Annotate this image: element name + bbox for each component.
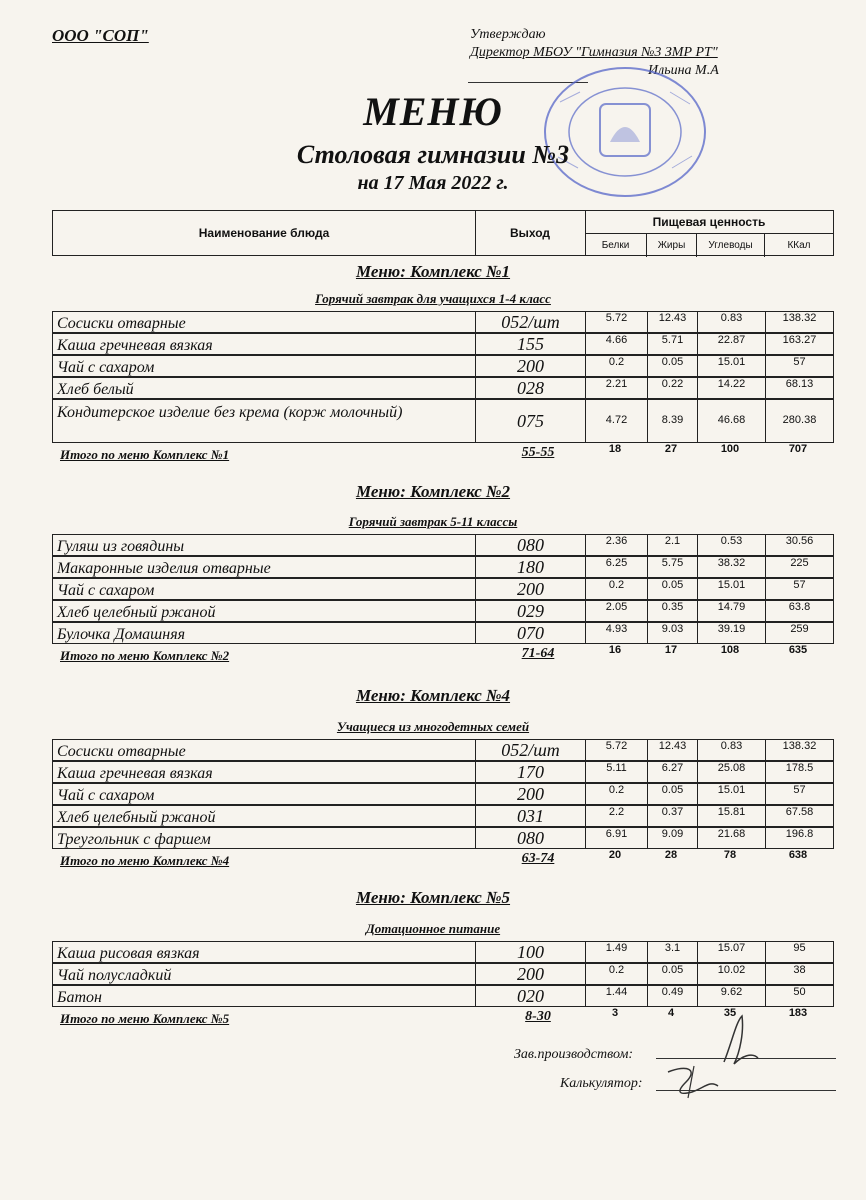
dish-name: Треугольник с фаршем: [57, 831, 211, 848]
total-label: Итого по меню Комплекс №2: [60, 648, 230, 663]
dish-name: Кондитерское изделие без крема (корж молочный): [57, 404, 403, 421]
dish-yield: 052/шт: [475, 312, 585, 332]
total-carbs: 35: [723, 1007, 737, 1019]
fat-value: 9.09: [647, 828, 697, 848]
total-protein: 16: [608, 644, 622, 656]
carbs-value: 0.53: [697, 535, 765, 555]
dish-yield: 155: [475, 334, 585, 354]
kcal-value: 95: [765, 942, 833, 962]
protein-value: 5.72: [585, 312, 647, 332]
carbs-value: 9.62: [697, 986, 765, 1006]
fat-value: 9.03: [647, 623, 697, 643]
kcal-value: 68.13: [765, 378, 833, 398]
carbs-value: 38.32: [697, 557, 765, 577]
total-kcal: 638: [788, 849, 808, 861]
dish-yield: 029: [475, 601, 585, 621]
fat-value: 0.05: [647, 579, 697, 599]
total-label: Итого по меню Комплекс №4: [60, 853, 230, 868]
table-row: [52, 556, 834, 578]
dish-name: Хлеб белый: [57, 381, 134, 398]
dish-yield: 070: [475, 623, 585, 643]
carbs-value: 46.68: [697, 400, 765, 442]
total-row: [52, 445, 834, 463]
carbs-value: 14.22: [697, 378, 765, 398]
carbs-value: 15.81: [697, 806, 765, 826]
section-title: Меню: Комплекс №4: [355, 686, 511, 705]
approval-line-3: Ильина М.А: [648, 63, 719, 78]
dish-name: Гуляш из говядины: [57, 538, 185, 555]
carbs-value: 10.02: [697, 964, 765, 984]
total-yield: 55-55: [521, 445, 555, 460]
kcal-value: 138.32: [765, 740, 833, 760]
header-carbs: Углеводы: [697, 233, 765, 257]
section-subtitle: Учащиеся из многодетных семей: [336, 719, 530, 734]
protein-value: 6.25: [585, 557, 647, 577]
protein-value: 0.2: [585, 356, 647, 376]
total-row: [52, 646, 834, 664]
header-nutrition: Пищевая ценность: [585, 211, 833, 234]
dish-name: Каша рисовая вязкая: [57, 945, 200, 962]
fat-value: 0.05: [647, 964, 697, 984]
page-title: МЕНЮ: [363, 89, 503, 134]
fat-value: 12.43: [647, 312, 697, 332]
protein-value: 2.36: [585, 535, 647, 555]
total-kcal: 635: [788, 644, 808, 656]
kcal-value: 196.8: [765, 828, 833, 848]
carbs-value: 39.19: [697, 623, 765, 643]
fat-value: 0.05: [647, 356, 697, 376]
dish-yield: 080: [475, 535, 585, 555]
protein-value: 2.2: [585, 806, 647, 826]
total-fat: 4: [667, 1007, 675, 1019]
kcal-value: 178.5: [765, 762, 833, 782]
header-fat: Жиры: [647, 233, 697, 257]
approval-line-1: Утверждаю: [470, 27, 546, 42]
protein-value: 4.72: [585, 400, 647, 442]
dish-name: Сосиски отварные: [57, 743, 186, 760]
kcal-value: 67.58: [765, 806, 833, 826]
dish-name: Чай с сахаром: [57, 582, 155, 599]
table-row: [52, 805, 834, 827]
kcal-value: 163.27: [765, 334, 833, 354]
total-carbs: 108: [720, 644, 740, 656]
header-protein: Белки: [585, 233, 647, 257]
fat-value: 0.35: [647, 601, 697, 621]
kcal-value: 57: [765, 356, 833, 376]
dish-yield: 031: [475, 806, 585, 826]
dish-yield: 020: [475, 986, 585, 1006]
calculator-label: Калькулятор:: [560, 1076, 643, 1091]
carbs-value: 15.01: [697, 579, 765, 599]
header-dish: Наименование блюда: [53, 211, 476, 255]
protein-value: 6.91: [585, 828, 647, 848]
fat-value: 2.1: [647, 535, 697, 555]
dish-name: Чай полусладкий: [57, 967, 172, 984]
fat-value: 5.75: [647, 557, 697, 577]
dish-yield: 100: [475, 942, 585, 962]
dish-yield: 200: [475, 356, 585, 376]
total-label: Итого по меню Комплекс №1: [60, 447, 230, 462]
dish-name: Хлеб целебный ржаной: [57, 604, 216, 621]
section-subtitle: Горячий завтрак для учащихся 1-4 класс: [315, 291, 551, 306]
total-yield: 8-30: [525, 1009, 551, 1024]
protein-value: 0.2: [585, 784, 647, 804]
table-row: [52, 739, 834, 761]
kcal-value: 225: [765, 557, 833, 577]
dish-name: Сосиски отварные: [57, 315, 186, 332]
table-row: [52, 600, 834, 622]
table-header: [52, 210, 834, 256]
production-manager-label: Зав.производством:: [514, 1047, 634, 1062]
menu-date: на 17 Мая 2022 г.: [357, 172, 509, 194]
fat-value: 6.27: [647, 762, 697, 782]
table-row: [52, 578, 834, 600]
protein-value: 1.49: [585, 942, 647, 962]
table-row: [52, 783, 834, 805]
protein-value: 5.72: [585, 740, 647, 760]
fat-value: 8.39: [647, 400, 697, 442]
section-title: Меню: Комплекс №2: [355, 482, 511, 501]
total-yield: 63-74: [521, 851, 555, 866]
total-carbs: 78: [723, 849, 737, 861]
kcal-value: 280.38: [765, 400, 833, 442]
table-row: [52, 827, 834, 849]
kcal-value: 57: [765, 784, 833, 804]
table-row: [52, 399, 834, 443]
page-subtitle: Столовая гимназии №3: [296, 140, 570, 169]
kcal-value: 259: [765, 623, 833, 643]
total-kcal: 707: [788, 443, 808, 455]
total-yield: 71-64: [521, 646, 555, 661]
carbs-value: 15.07: [697, 942, 765, 962]
dish-name: Каша гречневая вязкая: [57, 337, 213, 354]
total-fat: 17: [664, 644, 678, 656]
table-row: [52, 963, 834, 985]
total-fat: 28: [664, 849, 678, 861]
section-subtitle: Дотационное питание: [365, 921, 501, 936]
total-protein: 20: [608, 849, 622, 861]
total-row: [52, 851, 834, 869]
dish-name: Чай с сахаром: [57, 359, 155, 376]
fat-value: 0.22: [647, 378, 697, 398]
carbs-value: 0.83: [697, 312, 765, 332]
protein-value: 2.05: [585, 601, 647, 621]
dish-yield: 075: [475, 400, 585, 442]
fat-value: 0.05: [647, 784, 697, 804]
total-protein: 18: [608, 443, 622, 455]
kcal-value: 38: [765, 964, 833, 984]
protein-value: 4.66: [585, 334, 647, 354]
dish-yield: 200: [475, 784, 585, 804]
table-row: [52, 311, 834, 333]
total-protein: 3: [611, 1007, 619, 1019]
table-row: [52, 622, 834, 644]
total-carbs: 100: [720, 443, 740, 455]
dish-yield: 052/шт: [475, 740, 585, 760]
protein-value: 5.11: [585, 762, 647, 782]
dish-yield: 080: [475, 828, 585, 848]
fat-value: 5.71: [647, 334, 697, 354]
approval-line-2: Директор МБОУ "Гимназия №3 ЗМР РТ": [470, 45, 718, 60]
header-kcal: ККал: [787, 239, 811, 251]
carbs-value: 22.87: [697, 334, 765, 354]
fat-value: 0.49: [647, 986, 697, 1006]
fat-value: 3.1: [647, 942, 697, 962]
dish-yield: 200: [475, 964, 585, 984]
section-title: Меню: Комплекс №1: [355, 262, 511, 281]
table-row: [52, 355, 834, 377]
carbs-value: 21.68: [697, 828, 765, 848]
kcal-value: 63.8: [765, 601, 833, 621]
dish-name: Булочка Домашняя: [57, 626, 186, 643]
dish-name: Макаронные изделия отварные: [57, 560, 271, 577]
organization-name: ООО "СОП": [52, 26, 149, 45]
kcal-value: 57: [765, 579, 833, 599]
production-signature-icon: [712, 1012, 762, 1068]
carbs-value: 0.83: [697, 740, 765, 760]
calculator-signature-icon: [658, 1062, 728, 1102]
dish-name: Батон: [57, 989, 102, 1006]
carbs-value: 14.79: [697, 601, 765, 621]
protein-value: 1.44: [585, 986, 647, 1006]
section-subtitle: Горячий завтрак 5-11 классы: [348, 514, 518, 529]
dish-yield: 170: [475, 762, 585, 782]
kcal-value: 30.56: [765, 535, 833, 555]
table-row: [52, 534, 834, 556]
table-row: [52, 761, 834, 783]
table-row: [52, 985, 834, 1007]
total-label: Итого по меню Комплекс №5: [60, 1011, 230, 1026]
carbs-value: 15.01: [697, 356, 765, 376]
table-row: [52, 941, 834, 963]
protein-value: 4.93: [585, 623, 647, 643]
table-row: [52, 377, 834, 399]
fat-value: 0.37: [647, 806, 697, 826]
kcal-value: 138.32: [765, 312, 833, 332]
dish-name: Чай с сахаром: [57, 787, 155, 804]
dish-name: Хлеб целебный ржаной: [57, 809, 216, 826]
protein-value: 2.21: [585, 378, 647, 398]
total-fat: 27: [664, 443, 678, 455]
carbs-value: 25.08: [697, 762, 765, 782]
dish-yield: 180: [475, 557, 585, 577]
dish-yield: 028: [475, 378, 585, 398]
header-yield: Выход: [475, 211, 586, 255]
table-row: [52, 333, 834, 355]
dish-yield: 200: [475, 579, 585, 599]
total-kcal: 183: [788, 1007, 808, 1019]
fat-value: 12.43: [647, 740, 697, 760]
carbs-value: 15.01: [697, 784, 765, 804]
protein-value: 0.2: [585, 964, 647, 984]
protein-value: 0.2: [585, 579, 647, 599]
kcal-value: 50: [765, 986, 833, 1006]
section-title: Меню: Комплекс №5: [355, 888, 511, 907]
dish-name: Каша гречневая вязкая: [57, 765, 213, 782]
